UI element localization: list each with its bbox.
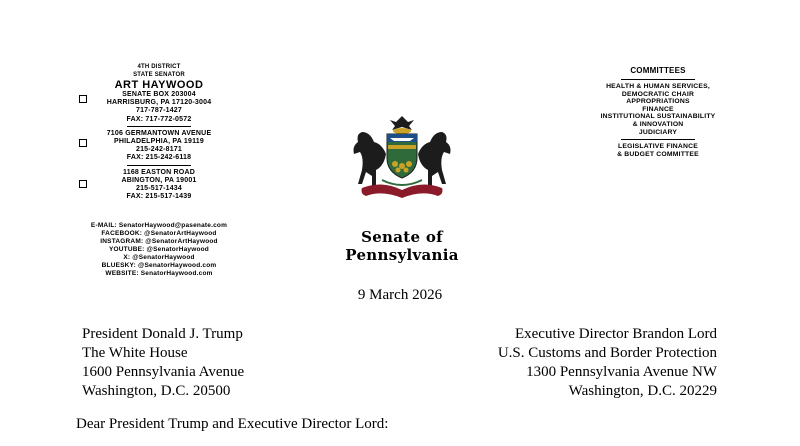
x-contact: X: @SenatorHaywood: [123, 254, 195, 261]
recipient-address-right: [498, 325, 717, 401]
office-checkbox[interactable]: [79, 180, 87, 188]
office-line: FAX: 215-517-1439: [126, 193, 192, 201]
senator-info-block: [64, 64, 254, 201]
district-label: 4TH DISTRICT: [137, 64, 181, 70]
office-line: 1168 EASTON ROAD: [123, 168, 195, 176]
email-contact: E-MAIL: SenatorHaywood@pasenate.com: [90, 222, 228, 229]
address-line: U.S. Customs and Border Protection: [497, 345, 717, 361]
office-line: FAX: 215-242-6118: [126, 154, 192, 162]
office-philadelphia: [64, 130, 254, 163]
committee-item: LEGISLATIVE FINANCE: [618, 143, 698, 151]
facebook-contact: FACEBOOK: @SenatorArtHaywood: [101, 230, 217, 237]
senator-name: ART HAYWOOD: [114, 79, 204, 91]
office-line: ABINGTON, PA 19001: [121, 176, 197, 184]
committee-item: APPROPRIATIONS: [626, 98, 690, 106]
committees-heading: COMMITTEES: [630, 66, 686, 75]
address-line: 1600 Pennsylvania Avenue: [82, 364, 245, 380]
committee-item: & BUDGET COMMITTEE: [617, 150, 699, 158]
committees-block: [568, 66, 748, 158]
committee-item: DEMOCRATIC CHAIR: [621, 90, 695, 98]
office-line: SENATE BOX 203004: [122, 91, 196, 98]
instagram-contact: INSTAGRAM: @SenatorArtHaywood: [100, 238, 218, 245]
senator-title-label: STATE SENATOR: [133, 71, 185, 78]
address-line: 1300 Pennsylvania Avenue NW: [526, 364, 717, 380]
committee-item: HEALTH & HUMAN SERVICES,: [606, 83, 710, 90]
contact-list: [64, 222, 254, 278]
committee-item: FINANCE: [642, 105, 674, 113]
office-line: 215-242-8171: [136, 146, 182, 154]
address-line: The White House: [82, 345, 188, 361]
office-line: 7106 GERMANTOWN AVENUE: [106, 129, 212, 137]
recipient-address-left: [82, 325, 244, 401]
office-abington: [64, 169, 254, 202]
youtube-contact: YOUTUBE: @SenatorHaywood: [109, 246, 209, 253]
office-line: HARRISBURG, PA 17120-3004: [106, 99, 212, 107]
divider: [127, 165, 191, 166]
office-line: 215-517-1434: [136, 185, 182, 193]
office-checkbox[interactable]: [79, 139, 87, 147]
address-line: Executive Director Brandon Lord: [514, 326, 717, 342]
committee-item: JUDICIARY: [638, 128, 678, 136]
divider: [621, 139, 695, 140]
address-line: Washington, D.C. 20229: [568, 383, 717, 399]
senate-of-pennsylvania-title: Senate of Pennsylvania: [345, 228, 459, 264]
office-line: 717-787-1427: [136, 107, 182, 115]
office-checkbox[interactable]: [79, 95, 87, 103]
divider: [127, 126, 191, 127]
pennsylvania-coat-of-arms-icon: [332, 110, 472, 200]
committee-item: & INNOVATION: [632, 120, 684, 128]
address-line: President Donald J. Trump: [82, 326, 243, 342]
letter-salutation: Dear President Trump and Executive Director Lord:: [76, 416, 389, 432]
office-harrisburg: [64, 91, 254, 124]
committee-item: INSTITUTIONAL SUSTAINABILITY: [600, 113, 716, 121]
office-line: PHILADELPHIA, PA 19119: [114, 138, 204, 146]
bluesky-contact: BLUESKY: @SenatorHaywood.com: [101, 262, 217, 269]
letter-date: 9 March 2026: [357, 287, 443, 303]
divider: [621, 79, 695, 80]
address-line: Washington, D.C. 20500: [82, 383, 231, 399]
office-line: FAX: 717-772-0572: [126, 115, 192, 123]
website-contact: WEBSITE: SenatorHaywood.com: [105, 270, 213, 277]
